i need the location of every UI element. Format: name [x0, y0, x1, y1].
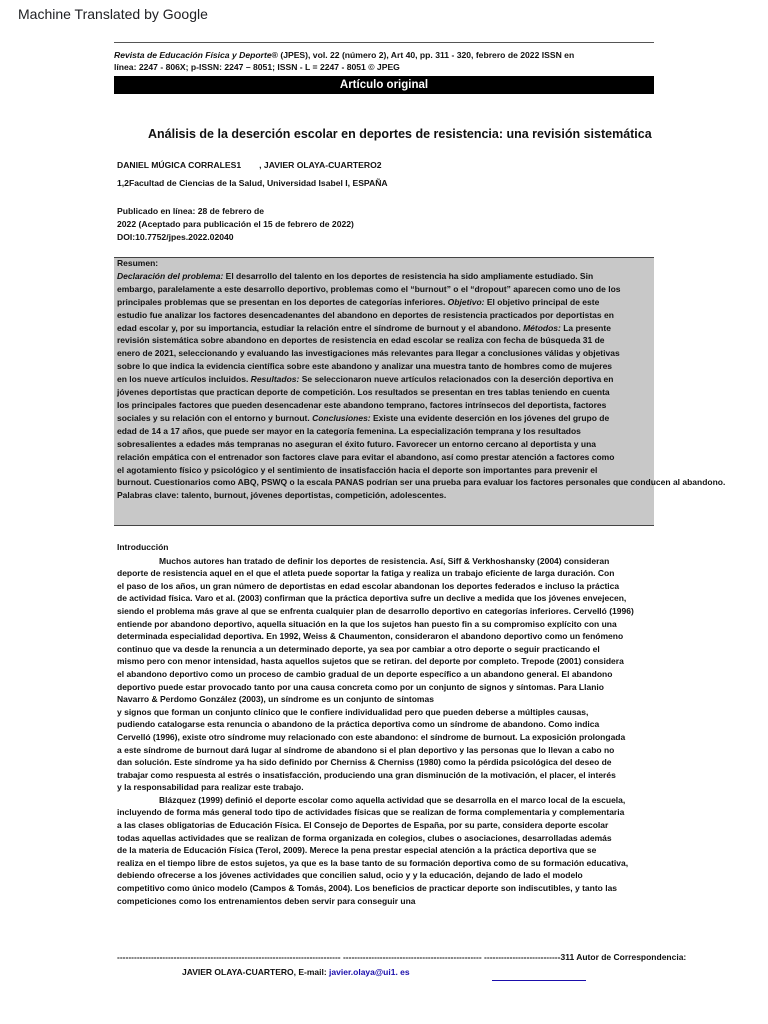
body-line: deportivo puede estar provocado tanto por una causa concreta como por un conjunto de signos y síntomas. Para Llanio	[117, 681, 604, 692]
problem-label: Declaración del problema:	[117, 270, 224, 281]
conclusions-label: Conclusiones:	[309, 412, 371, 423]
email-link[interactable]: javier.olaya@ui1. es	[329, 967, 410, 977]
author-2: , JAVIER OLAYA-CUARTERO2	[259, 160, 382, 170]
abstract-line: el agotamiento físico y psicológico y el sentimiento de insatisfacción hacia el deporte son importantes para prevenir el	[117, 464, 598, 475]
abstract-line: estudio fue analizar los factores desencadenantes del abandono en deportes de resistencia practicados por deportistas en	[117, 309, 614, 320]
body-line: el abandono deportivo como un proceso de cambio gradual de un deporte específico a un abandono general. El abandono	[117, 668, 613, 679]
body-line: Muchos autores han tratado de definir los deportes de resistencia. Así, Siff & Verkhoshansky (2004) consideran	[159, 555, 610, 566]
section-label-bar: Artículo original	[114, 76, 654, 94]
abstract-line: Existe una evidente deserción en los jóvenes del grupo de	[370, 412, 610, 423]
link-underline	[492, 980, 586, 981]
abstract-line: los principales factores que pueden desencadenar este abandono temprano, factores intrínsecos del deportista, factores	[117, 399, 607, 410]
body-line: deporte de resistencia aquel en el que el atleta puede soportar la fatiga y realiza un trabajo eficiente de larga duración. Con	[117, 568, 615, 579]
abstract-line: sobre lo que indica la evidencia científica sobre este abandono y analizar una muestra tanto de hombres como de mujeres	[117, 361, 613, 372]
authors	[117, 160, 382, 170]
body-paragraphs	[117, 555, 662, 908]
abstract-line: relación empática con el entrenador son factores clave para evitar el abandono, así como prestar atención a factores como	[117, 451, 615, 462]
article-title: Análisis de la deserción escolar en deportes de resistencia: una revisión sistemática	[148, 127, 652, 141]
body-line: y signos que forman un conjunto clínico que le confiere individualidad pero que pueden deberse a múltiples causas,	[117, 706, 589, 717]
page-header	[114, 42, 654, 94]
abstract-line: edad escolar y, por su importancia, estudiar la relación entre el síndrome de burnout y el abandono.	[117, 322, 521, 333]
author-contact: JAVIER OLAYA-CUARTERO, E-mail:	[182, 967, 330, 977]
abstract-line: La presente	[560, 322, 611, 333]
abstract-line: en los nueve artículos incluidos.	[117, 374, 249, 385]
body-line: realiza en el tiempo libre de estos sujetos, ya que es la base tanto de su formación deportiva como de su formación educativa,	[117, 857, 629, 868]
keywords: Palabras clave: talento, burnout, jóvenes deportistas, competición, adolescentes.	[117, 490, 447, 501]
footnote-separator: ------------------------------------------------------------------------------- ------------------------------------------------- ---------------------------311 Autor de Correspondencia:	[117, 952, 687, 962]
body-line: siendo el problema más grave al que se enfrenta cualquier plan de desarrollo deportivo en categorías inferiores. Cervelló (1996)	[117, 605, 634, 616]
body-line: competiciones como los entrenamientos deben servir para conseguir una	[117, 895, 416, 906]
body-line: pudiendo catalogarse esta renuncia o abandono de la práctica deportiva como un síndrome de abandono. Como indica	[117, 719, 600, 730]
body-line: trabajar como respuesta al estrés o insatisfacción, produciendo una gran disminución de la motivación, el placer, el interés	[117, 769, 616, 780]
publication-info	[117, 205, 354, 244]
body-line: a las clases obligatorias de Educación Física. El Consejo de Deportes de España, por su parte, considera deporte escolar	[117, 820, 609, 831]
abstract-label: Resumen:	[117, 258, 159, 268]
top-rule	[114, 42, 654, 43]
body-line: Navarro & Perdomo González (2003), un síndrome es un conjunto de síntomas	[117, 694, 434, 705]
body-line: incluyendo de forma más general todo tipo de actividades físicas que se realizan de forma complementaria y complementaria	[117, 807, 625, 818]
objective-label: Objetivo:	[445, 296, 485, 307]
journal-reference	[114, 49, 654, 73]
abstract-line: burnout. Cuestionarios como ABQ, PSWQ o la escala PANAS podrían ser una prueba para evaluar los factores personales que conducen al abandono.	[117, 477, 726, 488]
abstract-line: enero de 2021, seleccionando y evaluando las investigaciones más relevantes para llegar a conclusiones válidas y objetivas	[117, 348, 620, 359]
section-heading: Introducción	[117, 542, 169, 552]
body-line: competitivo como único modelo (Campos & Tomás, 2004). Los beneficios de practicar deporte son indiscutibles, y tanto las	[117, 883, 618, 894]
abstract-line: principales problemas que se presentan en los deportes de categorías inferiores.	[117, 296, 446, 307]
body-line: todas aquellas actividades que se realizan de forma organizada en colegios, clubes o asociaciones, desarrolladas además	[117, 832, 612, 843]
publication-line: 2022 (Aceptado para publicación el 15 de febrero de 2022)	[117, 219, 354, 229]
publication-line: Publicado en línea: 28 de febrero de	[117, 206, 265, 216]
body-line: debiendo ofrecerse a los jóvenes actividades que concilien salud, ocio y y la educación, dejando de lado el modelo	[117, 870, 583, 881]
journal-ref-line1: ® (JPES), vol. 22 (número 2), Art 40, pp. 311 - 320, febrero de 2022 ISSN en	[271, 50, 575, 60]
body-line: a este síndrome de burnout dará lugar al síndrome de abandono si el plan deportivo y las personas que lo llevan a cabo no	[117, 744, 615, 755]
body-line: el paso de los años, un gran número de deportistas en edad escolar abandonan los deportes federados e incluso la práctica	[117, 580, 620, 591]
body-line: determinada especialidad deportiva. En 1992, Weiss & Chaumenton, consideraron el abandono deportivo como un fenómeno	[117, 631, 624, 642]
body-line: mismo pero con menor intensidad, hasta aquellos sujetos que se retiran. del deporte por completo. Trepode (2001) considera	[117, 656, 624, 667]
body-line: de la materia de Educación Física (Terol, 2009). Merece la pena prestar especial atención a la práctica deportiva que se	[117, 845, 597, 856]
abstract-line: edad de 14 a 17 años, que puede ser mayor en la categoría femenina. La especialización temprana y los resultados	[117, 425, 581, 436]
affiliation: 1,2Facultad de Ciencias de la Salud, Universidad Isabel I, ESPAÑA	[117, 178, 388, 188]
abstract-line: embargo, paralelamente a este desarrollo deportivo, problemas como el “burnout” o el “dropout” aparecen como uno de los	[117, 283, 621, 294]
abstract-line: Se seleccionaron nueve artículos relacionados con la deserción deportiva en	[299, 374, 614, 385]
body-line: Cervelló (1996), existe otro síndrome muy relacionado con este abandono: el síndrome de burnout. La exposición prolongada	[117, 731, 626, 742]
abstract-line: El desarrollo del talento en los deportes de resistencia ha sido ampliamente estudiado. Sin	[223, 270, 594, 281]
body-line: continuo que va desde la renuncia a un determinado deporte, ya sea por cambiar a otro deporte o seguir practicando el	[117, 643, 600, 654]
abstract-line: El objetivo principal de este	[484, 296, 600, 307]
journal-name: Revista de Educación Física y Deporte	[114, 50, 272, 60]
journal-ref-line2: línea: 2247 - 806X; p-ISSN: 2247 – 8051; ISSN - L = 2247 - 8051 © JPEG	[114, 62, 400, 72]
abstract-line: revisión sistemática sobre abandono en deportes de resistencia en edad escolar se realiza con fecha de búsqueda 31 de	[117, 335, 605, 346]
abstract-line: jóvenes deportistas que practican deporte de competición. Los resultados se presentan en tres tablas teniendo en cuenta	[117, 387, 610, 398]
body-line: de actividad física. Varo et al. (2003) confirman que la práctica deportiva sufre un declive a medida que los jóvenes envejecen,	[117, 593, 627, 604]
body-text	[117, 541, 662, 907]
machine-translated-banner: Machine Translated by Google	[18, 6, 208, 22]
publication-doi: DOI:10.7752/jpes.2022.02040	[117, 232, 234, 242]
abstract-line: sobresalientes a edades más tempranas no aseguran el éxito futuro. Favorecer un entorno cercano al deportista y una	[117, 438, 596, 449]
body-line: dan solución. Este síndrome ya ha sido definido por Cherniss & Cherniss (1980) como la pérdida psicológica del deseo de	[117, 757, 612, 768]
body-line: entiende por abandono deportivo, aquella situación en la que los sujetos han puesto fin a su compromiso explícito con una	[117, 618, 617, 629]
results-label: Resultados:	[248, 374, 300, 385]
body-line: Blázquez (1999) definió el deporte escolar como aquella actividad que se desarrolla en el marco local de la escuela,	[159, 794, 626, 805]
body-line: y la responsabilidad para realizar este trabajo.	[117, 782, 304, 793]
author-1: DANIEL MÚGICA CORRALES1	[117, 160, 242, 170]
methods-label: Métodos:	[520, 322, 561, 333]
abstract-text	[117, 257, 767, 502]
abstract-line: sociales y su relación con el entorno y burnout.	[117, 412, 310, 423]
correspondence-author	[182, 967, 410, 977]
